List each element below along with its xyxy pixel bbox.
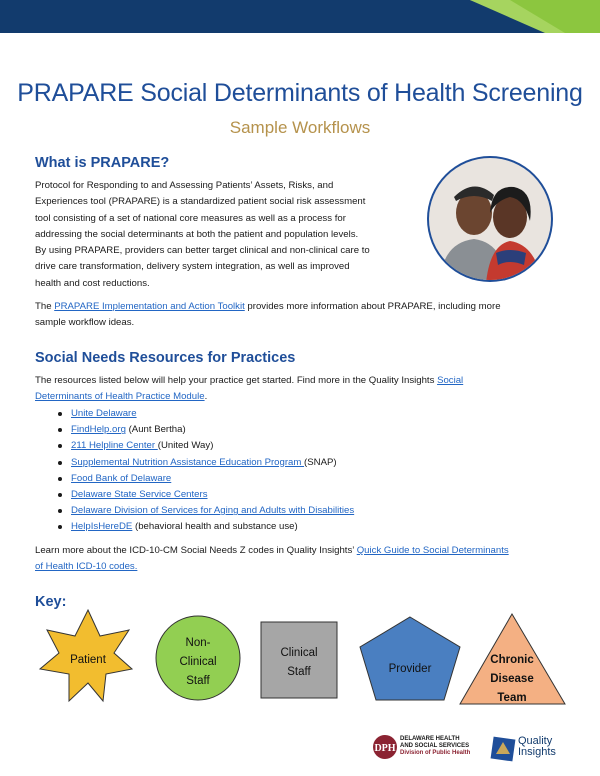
sdoh-module-link-cont[interactable]: Determinants of Health Practice Module [35,391,205,403]
resource-link[interactable]: FindHelp.org [71,424,126,436]
list-item [58,487,354,503]
zcodes-paragraph [35,543,509,576]
zcodes-text: Learn more about the ICD-10-CM Social Needs Z codes in Quality Insights’ [35,545,357,556]
toolkit-link[interactable]: PRAPARE Implementation and Action Toolkit [54,301,245,312]
resource-link[interactable]: Supplemental Nutrition Assistance Education Program [71,456,305,468]
sdoh-module-link[interactable]: Social [437,375,464,386]
key-label-line: Clinical [280,647,318,659]
key-label-line: Chronic [490,654,534,666]
resource-link[interactable]: Food Bank of Delaware [71,472,172,484]
what-is-line: By using PRAPARE, providers can better target clinical and non-clinical care to [35,245,370,257]
dhss-logo-icon [372,734,398,760]
non-clinical-label [168,634,228,691]
resource-note: (United Way) [157,440,214,452]
patient-label [58,651,118,670]
clinical-label [269,644,329,682]
what-is-line: addressing the social determinants at both the patient and population levels. [35,228,359,240]
bullet-icon [58,461,62,465]
page-subtitle: Sample Workflows [229,118,371,137]
dhss-logo-text [400,736,470,757]
list-item [58,406,354,422]
toolkit-paragraph [35,299,501,332]
resource-link[interactable]: HelpIsHereDE [71,521,133,533]
quality-insights-logo-icon [490,734,516,762]
resource-link[interactable]: Unite Delaware [71,408,137,419]
bullet-icon [58,509,62,513]
what-is-line: Experiences tool (PRAPARE) is a standardized patient social risk assessment [35,196,366,208]
footer-logos [0,728,600,776]
list-item [58,422,354,438]
toolkit-prefix: The [35,301,55,312]
toolkit-line2: sample workflow ideas. [35,317,135,329]
dhss-line: DELAWARE HEALTH [400,736,460,742]
what-is-line: Protocol for Responding to and Assessing Patients’ Assets, Risks, and [35,180,334,191]
bullet-icon [58,444,62,448]
qi-line: Quality [518,735,553,747]
quality-insights-logo-text [518,736,556,758]
zcodes-link-cont[interactable]: of Health ICD-10 codes. [35,561,138,573]
resource-link[interactable]: Delaware State Service Centers [71,488,208,500]
what-is-line: tool consisting of a set of national core measures as well as a process for [35,212,346,224]
key-label-line: Disease [490,673,534,685]
resource-note: (behavioral health and substance use) [132,521,298,533]
resource-list [58,406,354,536]
key-label-line: Patient [70,654,106,666]
what-is-heading: What is PRAPARE? [35,155,170,171]
provider-pentagon-shape [360,617,460,700]
resource-note: (Aunt Bertha) [125,424,186,436]
top-banner [0,0,600,33]
list-item [58,438,354,454]
what-is-paragraph [35,178,370,292]
list-item [58,455,354,471]
zcodes-link[interactable]: Quick Guide to Social Determinants [356,545,509,556]
key-label-line: Provider [388,663,432,675]
qi-line: Insights [518,746,556,758]
key-label-line: Team [497,692,527,704]
bullet-icon [58,477,62,481]
key-label-line: Staff [287,666,311,678]
patients-photo [426,155,554,283]
resource-note: (SNAP) [304,456,337,468]
resources-intro-text: The resources listed below will help your practice get started. Find more in the Quality Insights [35,375,438,386]
key-label-line: Clinical [179,656,217,668]
resource-link[interactable]: 211 Helpline Center [71,440,158,452]
svg-text:DPH: DPH [374,743,396,754]
bullet-icon [58,428,62,432]
dhss-line: AND SOCIAL SERVICES [400,743,470,749]
bullet-icon [58,525,62,529]
bullet-icon [58,412,62,416]
key-label-line: Staff [186,675,210,687]
list-item [58,471,354,487]
what-is-line: drive care transformation, delivery system integration, as well as improved [35,261,350,273]
provider-label [375,660,445,679]
bullet-icon [58,493,62,497]
resources-heading: Social Needs Resources for Practices [35,350,296,366]
resource-link[interactable]: Delaware Division of Services for Aging and Adults with Disabilities [71,505,355,517]
dhss-line: Division of Public Health [400,750,471,756]
what-is-line: health and cost reductions. [35,277,150,289]
chronic-label [482,651,542,708]
list-item [58,519,354,535]
page-title: PRAPARE Social Determinants of Health Screening [17,79,583,107]
key-title: Key: [35,594,67,610]
key-label-line: Non- [185,637,211,649]
resources-intro-end: . [204,391,208,403]
toolkit-suffix: provides more information about PRAPARE, including more [244,301,501,312]
resources-intro [35,373,463,406]
list-item [58,503,354,519]
